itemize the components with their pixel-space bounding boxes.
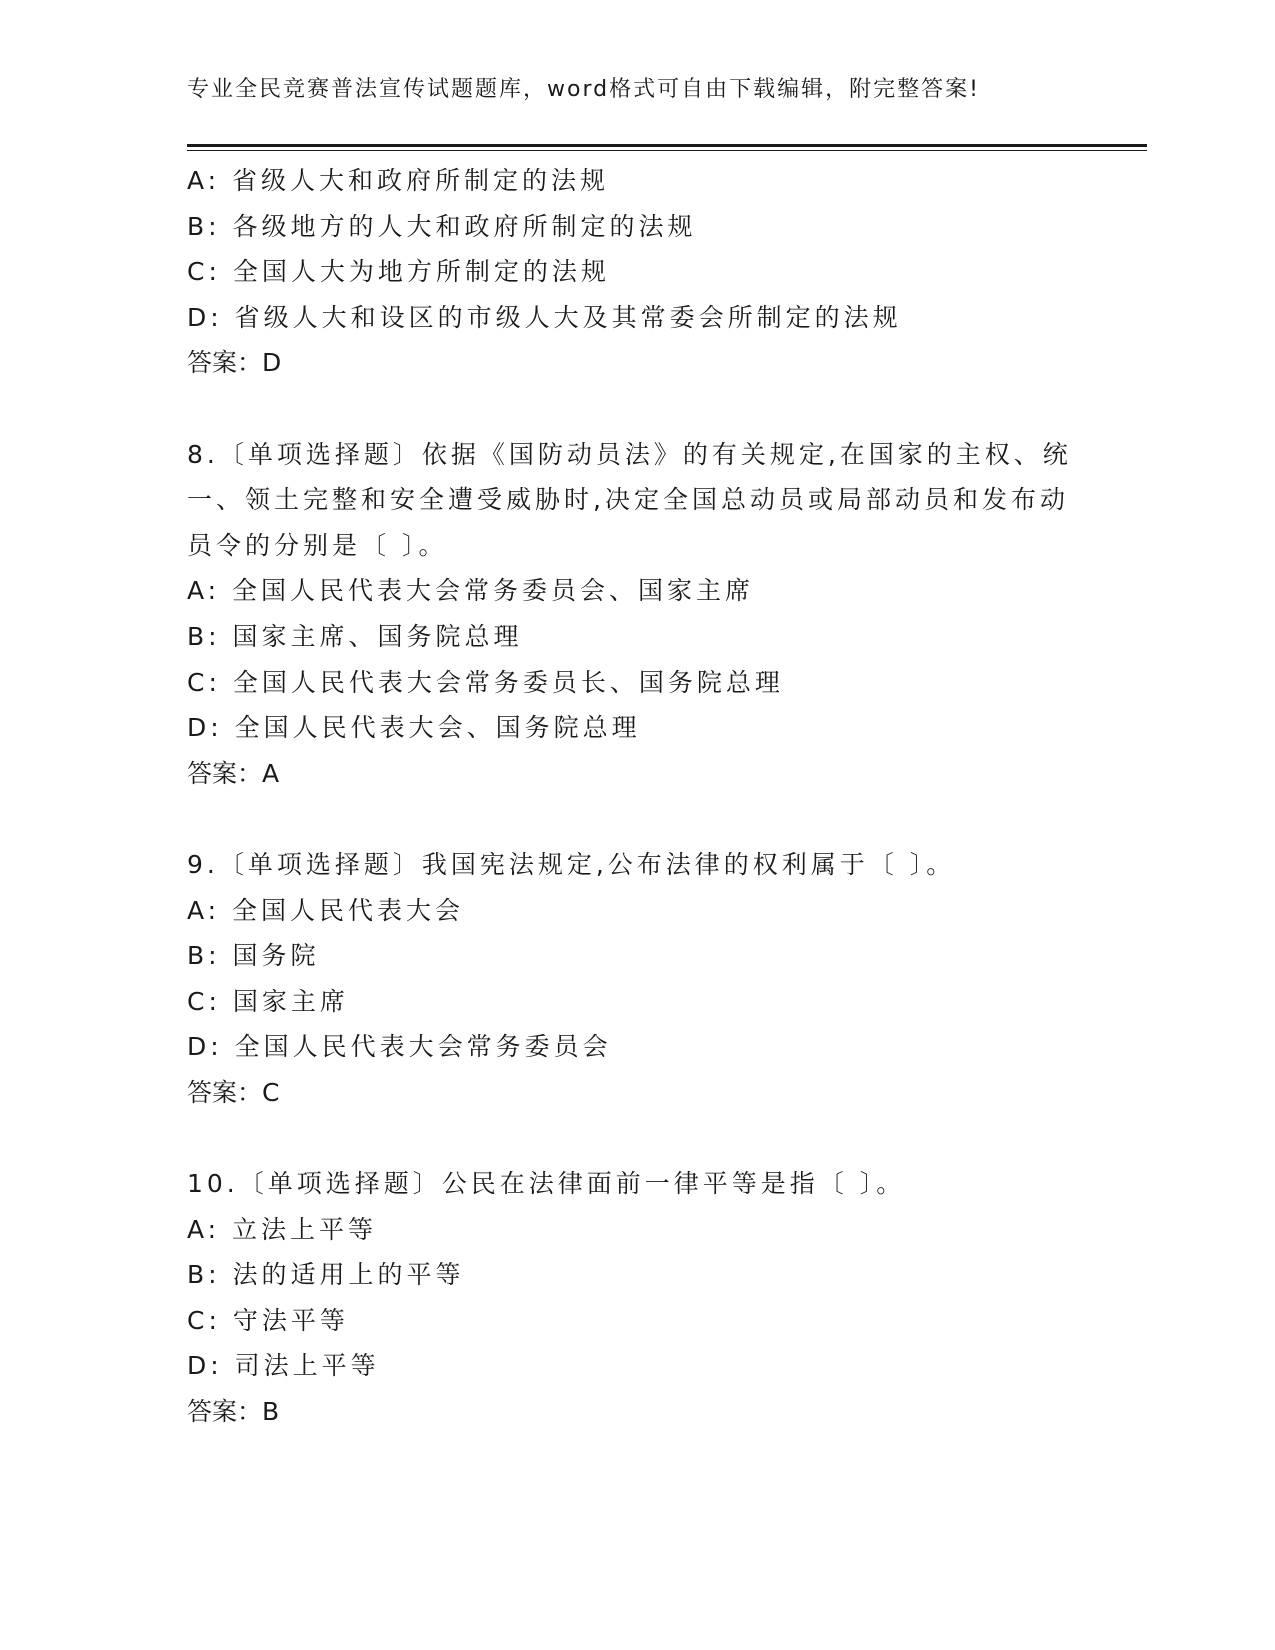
question-text: 10.〔单项选择题〕公民在法律面前一律平等是指〔 〕。 [187,1169,906,1199]
option-d: D: 全国人民代表大会常务委员会 [187,1032,612,1062]
option-a: A: 全国人民代表大会 [187,895,465,925]
option-a: A: 省级人大和政府所制定的法规 [187,166,610,195]
answer-line: 答案：A [187,758,280,788]
option-b: B: 法的适用上的平等 [187,1260,465,1290]
question-text: 一、领土完整和安全遭受威胁时,决定全国总动员或局部动员和发布动 [187,485,1069,515]
answer-line: 答案：D [187,348,282,378]
option-c: C: 全国人大为地方所制定的法规 [187,257,610,287]
question-8 [187,432,1087,797]
answer-line: 答案：C [187,1077,280,1107]
question-text: 8.〔单项选择题〕依据《国防动员法》的有关规定,在国家的主权、统 [187,439,1072,469]
option-d: D: 省级人大和设区的市级人大及其常委会所制定的法规 [187,302,902,332]
option-a: A: 全国人民代表大会常务委员会、国家主席 [187,576,755,606]
option-d: D: 司法上平等 [187,1351,380,1381]
question-9 [187,842,1087,1116]
option-c: C: 国家主席 [187,986,349,1016]
option-a: A: 立法上平等 [187,1214,378,1244]
question-10 [187,1161,1087,1435]
option-c: C: 全国人民代表大会常务委员长、国务院总理 [187,667,784,697]
header-rule-thin [187,150,1147,151]
option-d: D: 全国人民代表大会、国务院总理 [187,713,641,743]
answer-line: 答案：B [187,1397,280,1427]
question-text: 员令的分别是〔 〕。 [187,530,448,560]
option-b: B: 国务院 [187,941,320,971]
header-rule-thick [187,144,1147,147]
previous-question-tail [187,158,1087,386]
page-header: 专业全民竞赛普法宣传试题题库，word格式可自由下载编辑，附完整答案! [187,77,980,102]
document-body [187,158,1087,1435]
option-b: B: 国家主席、国务院总理 [187,621,523,651]
option-c: C: 守法平等 [187,1305,349,1335]
question-text: 9.〔单项选择题〕我国宪法规定,公布法律的权利属于〔 〕。 [187,849,956,879]
option-b: B: 各级地方的人大和政府所制定的法规 [187,211,697,241]
